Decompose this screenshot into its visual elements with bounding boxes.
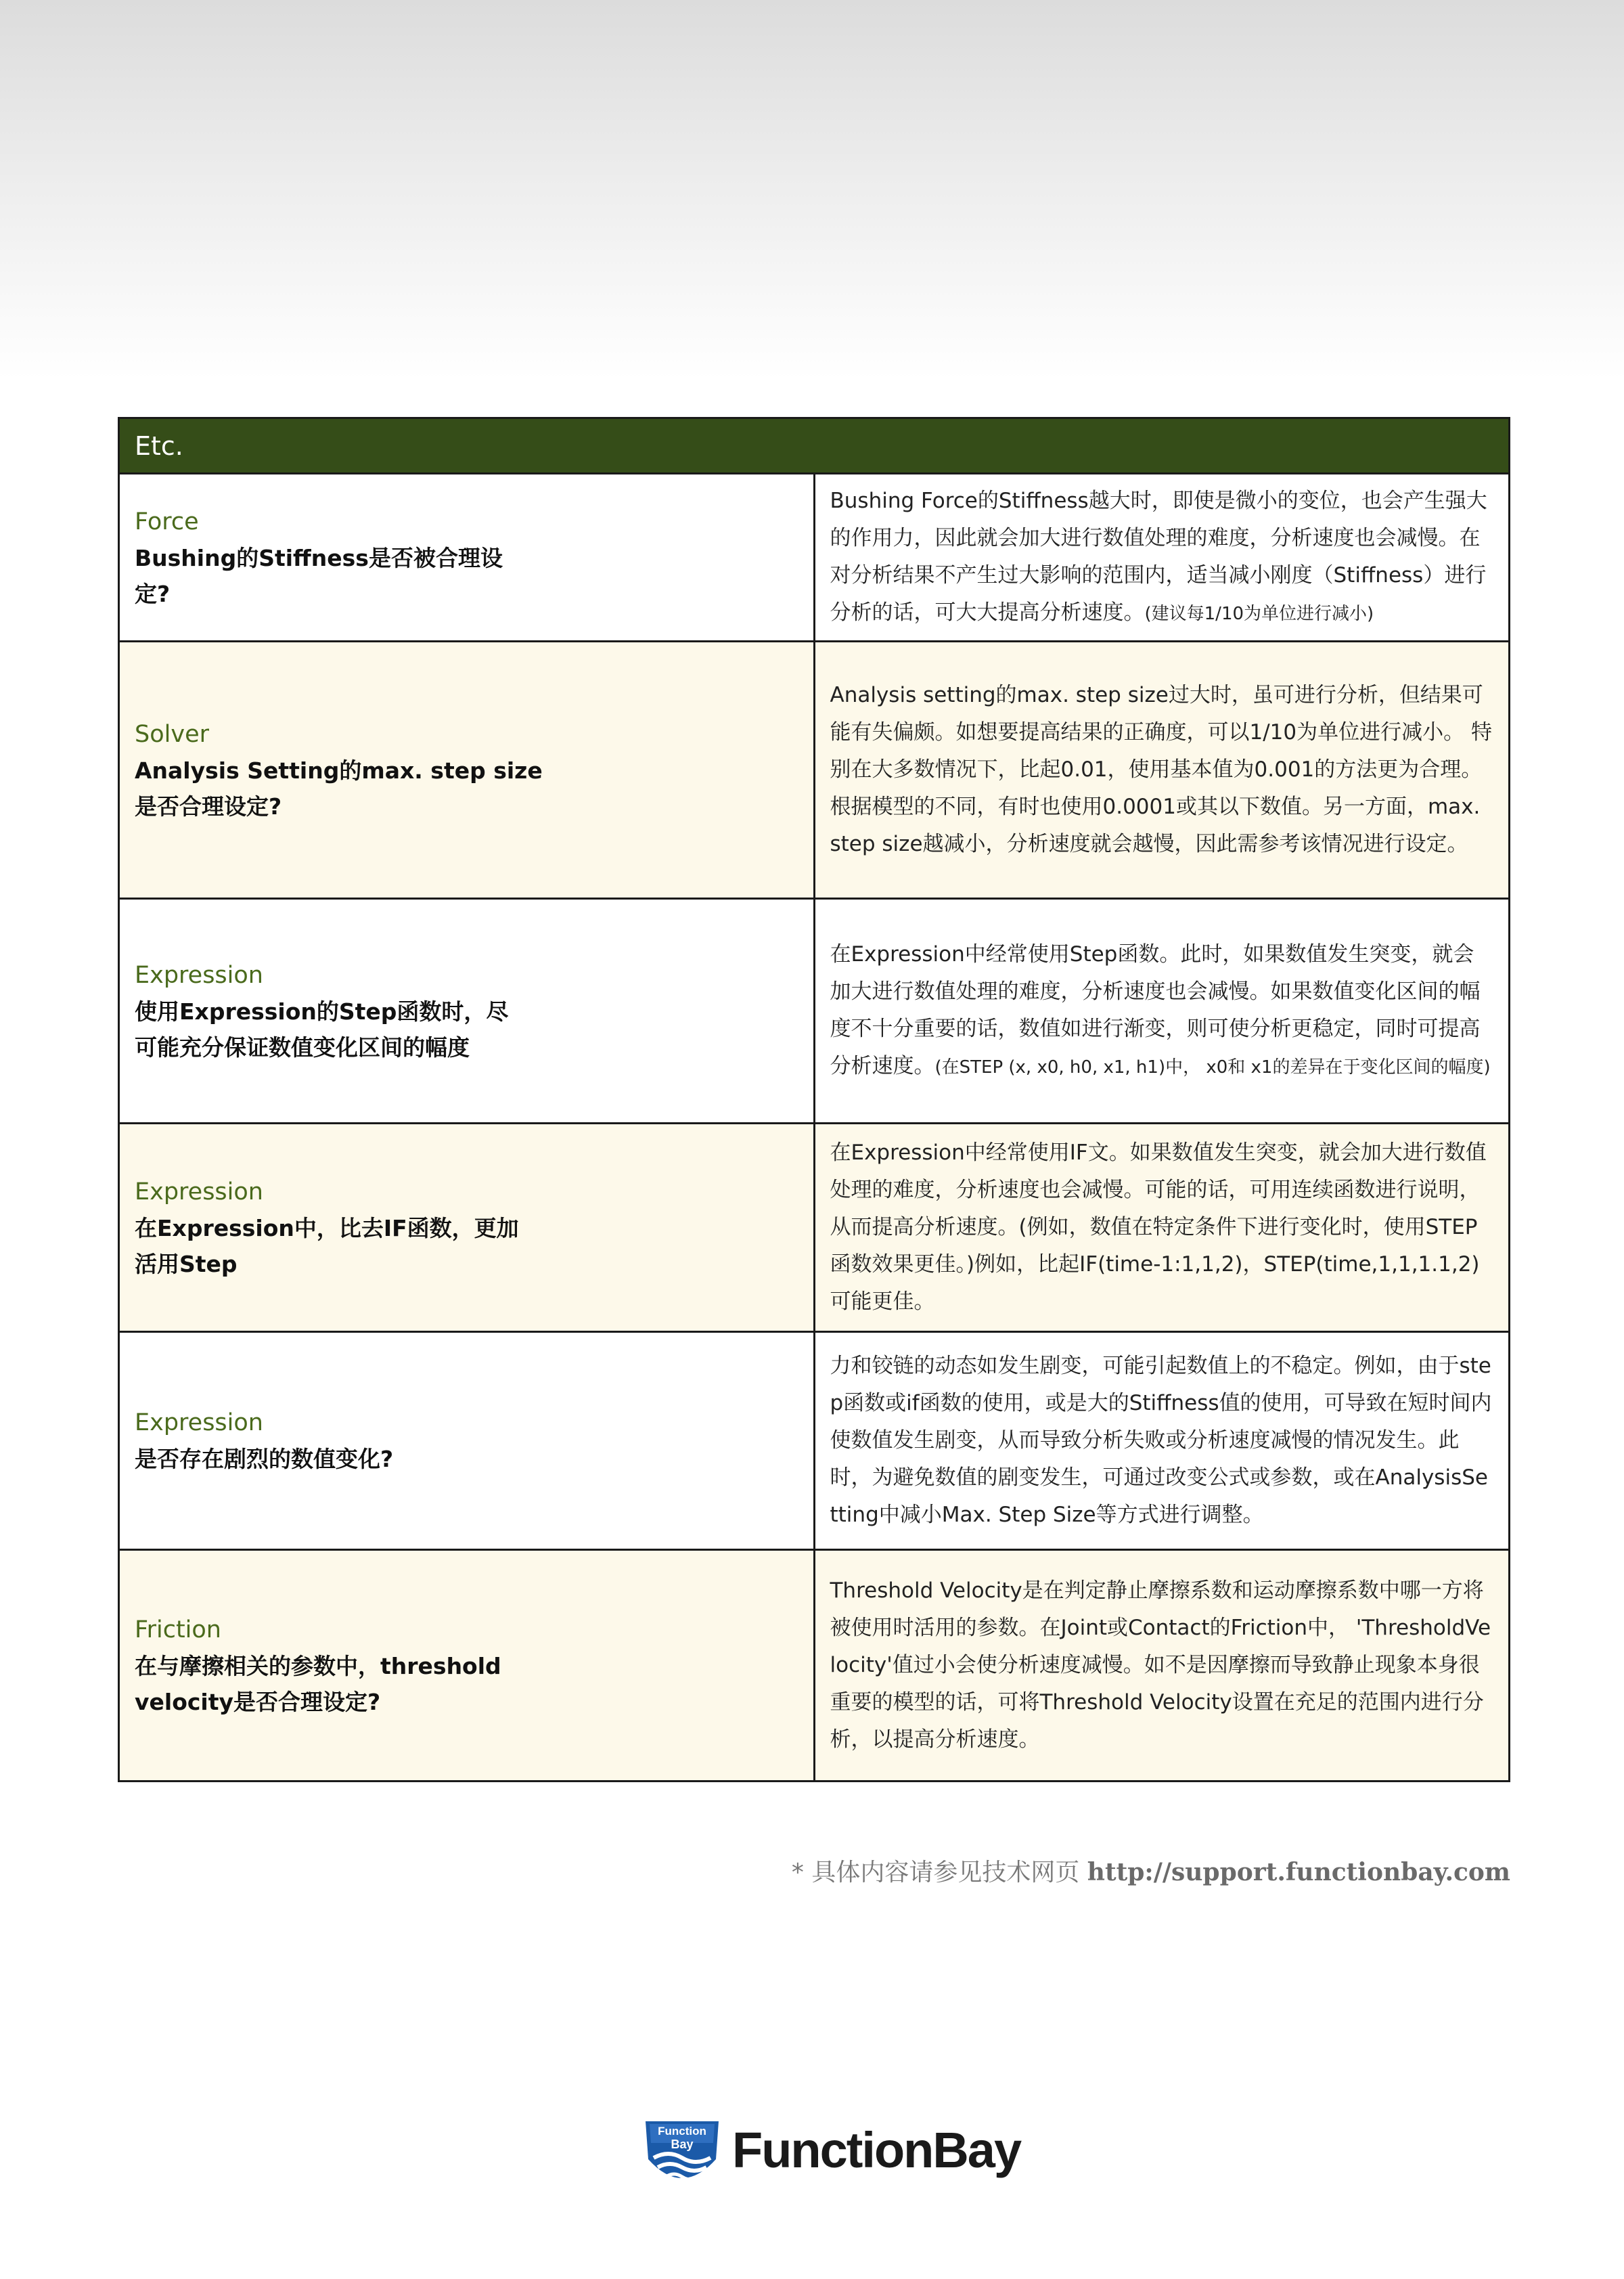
support-link[interactable]: http://support.functionbay.com xyxy=(1087,1858,1510,1886)
table-row xyxy=(119,1332,1510,1550)
question-text: 在与摩擦相关的参数中，threshold velocity是否合理设定? xyxy=(135,1652,501,1715)
description-body: Bushing Force的Stiffness越大时，即使是微小的变位，也会产生强大的作用力，因此就会加大进行数值处理的难度，分析速度也会减慢。在对分析结果不产生过大影响的范围内，适当减小刚度（Stiffness）进行分析的话，可大大提高分析速度。 xyxy=(830,488,1487,625)
question-text: Analysis Setting的max. step size 是否合理设定? xyxy=(135,757,543,820)
category-cell xyxy=(119,642,815,899)
table-row xyxy=(119,474,1510,642)
description-text xyxy=(830,483,1494,633)
category-label: Expression xyxy=(135,1178,263,1205)
table-row xyxy=(119,642,1510,899)
description-text: Analysis setting的max. step size过大时，虽可进行分析，但结果可能有失偏颇。如想要提高结果的正确度，可以1/10为单位进行减小。 特别在大多数情况下，比起0.01，使用基本值为0.001的方法更为合理。根据模型的不同，有时也使用0.0001或其以下数值。另一方面，max. step size越减小，分析速度就会越慢，因此需参考该情况进行设定。 xyxy=(830,683,1492,856)
description-cell xyxy=(814,1332,1510,1550)
functionbay-logo xyxy=(643,2117,1021,2192)
description-text: 力和铰链的动态如发生剧变，可能引起数值上的不稳定。例如，由于step函数或if函数的使用，或是大的Stiffness值的使用，可导致在短时间内使数值发生剧变，从而导致分析失败或分析速度减慢的情况发生。此时，为避免数值的剧变发生，可通过改变公式或参数，或在AnalysisSetting中减小Max. Step Size等方式进行调整。 xyxy=(830,1354,1492,1527)
functionbay-badge-icon xyxy=(643,2117,721,2190)
description-text xyxy=(830,936,1494,1086)
category-cell xyxy=(119,899,815,1124)
table-header: Etc. xyxy=(119,418,1510,474)
description-cell xyxy=(814,1124,1510,1332)
category-cell xyxy=(119,1332,815,1550)
table-header-row xyxy=(119,418,1510,474)
category-label: Solver xyxy=(135,720,209,748)
description-text: 在Expression中经常使用IF文。如果数值发生突变，就会加大进行数值处理的难度，分析速度也会减慢。可能的话，可用连续函数进行说明，从而提高分析速度。(例如，数值在特定条件下进行变化时，使用STEP函数效果更佳。)例如，比起IF(time-1:1,1,2)，STEP(time,1,1,1.1,2)可能更佳。 xyxy=(830,1141,1487,1314)
footer-prefix: * 具体内容请参见技术网页 xyxy=(791,1859,1080,1886)
category-cell xyxy=(119,1124,815,1332)
category-label: Expression xyxy=(135,1409,263,1436)
category-label: Expression xyxy=(135,961,263,989)
question-text: 是否存在剧烈的数值变化? xyxy=(135,1446,394,1472)
description-note: (在STEP (x, x0, h0, x1, h1)中， x0和 x1的差异在于变化区间的幅度) xyxy=(934,1057,1491,1078)
description-body: 在Expression中经常使用Step函数。此时，如果数值发生突变，就会加大进行数值处理的难度，分析速度也会减慢。如果数值变化区间的幅度不十分重要的话，数值如进行渐变，则可使分析更稳定，同时可提高分析速度。 xyxy=(830,942,1481,1078)
description-cell xyxy=(814,642,1510,899)
category-label: Friction xyxy=(135,1616,221,1643)
description-cell xyxy=(814,1550,1510,1782)
category-label: Force xyxy=(135,508,199,535)
etc-checklist-table xyxy=(118,417,1510,1782)
table-row xyxy=(119,1124,1510,1332)
description-text: Threshold Velocity是在判定静止摩擦系数和运动摩擦系数中哪一方将被使用时活用的参数。在Joint或Contact的Friction中， 'ThresholdVelocity'值过小会使分析速度减慢。如不是因摩擦而导致静止现象本身很重要的模型的话，可将Threshold Velocity设置在充足的范围内进行分析，以提高分析速度。 xyxy=(830,1578,1491,1752)
badge-text-line2: Bay xyxy=(671,2138,694,2151)
question-text: 使用Expression的Step函数时，尽 可能充分保证数值变化区间的幅度 xyxy=(135,998,509,1061)
description-note: (建议每1/10为单位进行减小) xyxy=(1144,603,1374,624)
question-text: 在Expression中，比去IF函数，更加 活用Step xyxy=(135,1214,519,1277)
page-header-gradient xyxy=(0,0,1624,379)
footer-reference xyxy=(792,1853,1510,1888)
description-cell xyxy=(814,474,1510,642)
table-row xyxy=(119,899,1510,1124)
category-cell xyxy=(119,1550,815,1782)
table-row xyxy=(119,1550,1510,1782)
description-cell xyxy=(814,899,1510,1124)
functionbay-wordmark: FunctionBay xyxy=(732,2122,1021,2178)
badge-text-line1: Function xyxy=(658,2125,706,2138)
category-cell xyxy=(119,474,815,642)
question-text: Bushing的Stiffness是否被合理设 定? xyxy=(135,544,503,607)
